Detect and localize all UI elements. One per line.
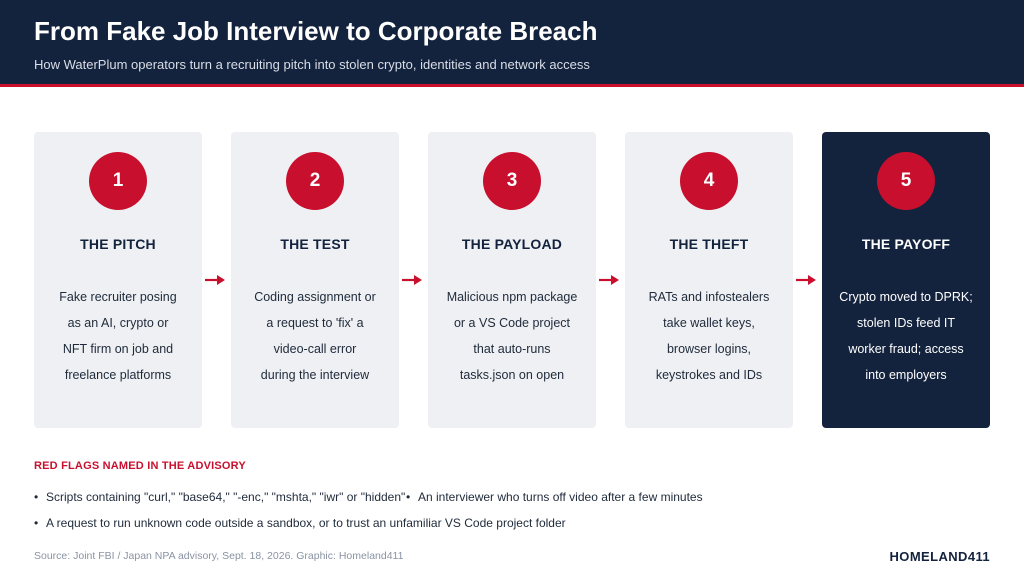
red-flag-item: [34, 516, 566, 530]
arrow-right-icon: [795, 274, 817, 286]
red-flag-item: [34, 490, 405, 504]
step-description-line: or a VS Code project: [453, 316, 571, 330]
step-description-line: as an AI, crypto or: [67, 316, 169, 330]
step-card-pitch: [34, 132, 202, 428]
step-card-payoff: [822, 132, 990, 428]
brand-logo: HOMELAND411: [889, 549, 990, 564]
step-card-payload: [428, 132, 596, 428]
red-flag-text: Scripts containing "curl," "base64," "-enc," "mshta," "iwr" or "hidden": [46, 490, 406, 504]
bullet-icon: •: [34, 516, 39, 530]
step-title: THE TEST: [280, 236, 350, 252]
step-description-line: Fake recruiter posing: [59, 290, 177, 304]
red-flag-text: A request to run unknown code outside a sandbox, or to trust an unfamiliar VS Code project folder: [46, 516, 566, 530]
step-description-line: keystrokes and IDs: [655, 368, 763, 382]
step-title: THE PITCH: [80, 236, 156, 252]
step-number-badge: 2: [286, 152, 344, 210]
red-flag-text: An interviewer who turns off video after a few minutes: [418, 490, 703, 504]
bullet-icon: •: [406, 490, 411, 504]
step-description: [440, 284, 584, 388]
header-banner: [0, 0, 1024, 84]
header-divider: [0, 84, 1024, 87]
step-description-line: video-call error: [273, 342, 357, 356]
step-description-line: worker fraud; access: [848, 342, 964, 356]
step-card-theft: [625, 132, 793, 428]
step-number-badge: 4: [680, 152, 738, 210]
step-description-line: during the interview: [260, 368, 370, 382]
arrow-right-icon: [598, 274, 620, 286]
arrow-right-icon: [204, 274, 226, 286]
step-description-line: stolen IDs feed IT: [857, 316, 955, 330]
red-flags-heading: RED FLAGS NAMED IN THE ADVISORY: [34, 460, 246, 472]
step-description: [834, 284, 978, 388]
step-description-line: tasks.json on open: [459, 368, 565, 382]
step-description-line: take wallet keys,: [663, 316, 755, 330]
step-description-line: into employers: [865, 368, 947, 382]
step-description-line: Malicious npm package: [446, 290, 578, 304]
bullet-icon: •: [34, 490, 39, 504]
red-flag-item: [406, 490, 703, 504]
step-description: [637, 284, 781, 388]
step-number-badge: 3: [483, 152, 541, 210]
step-title: THE PAYLOAD: [461, 236, 563, 252]
step-title: THE PAYOFF: [861, 236, 951, 252]
step-description-line: freelance platforms: [64, 368, 172, 382]
step-number-badge: 1: [89, 152, 147, 210]
step-description-line: RATs and infostealers: [648, 290, 770, 304]
step-description-line: a request to 'fix' a: [266, 316, 364, 330]
page-subtitle: How WaterPlum operators turn a recruiting pitch into stolen crypto, identities and network access: [34, 57, 590, 72]
step-description-line: Crypto moved to DPRK;: [839, 290, 973, 304]
source-credit: Source: Joint FBI / Japan NPA advisory, Sept. 18, 2026. Graphic: Homeland411: [34, 550, 404, 562]
step-description-line: Coding assignment or: [254, 290, 376, 304]
step-description-line: that auto-runs: [473, 342, 551, 356]
step-description-line: NFT firm on job and: [62, 342, 174, 356]
page-title: From Fake Job Interview to Corporate Breach: [34, 16, 598, 46]
step-title: THE THEFT: [669, 236, 749, 252]
step-card-test: [231, 132, 399, 428]
step-number-badge: 5: [877, 152, 935, 210]
arrow-right-icon: [401, 274, 423, 286]
step-description: [46, 284, 190, 388]
step-description-line: browser logins,: [666, 342, 752, 356]
step-description: [243, 284, 387, 388]
